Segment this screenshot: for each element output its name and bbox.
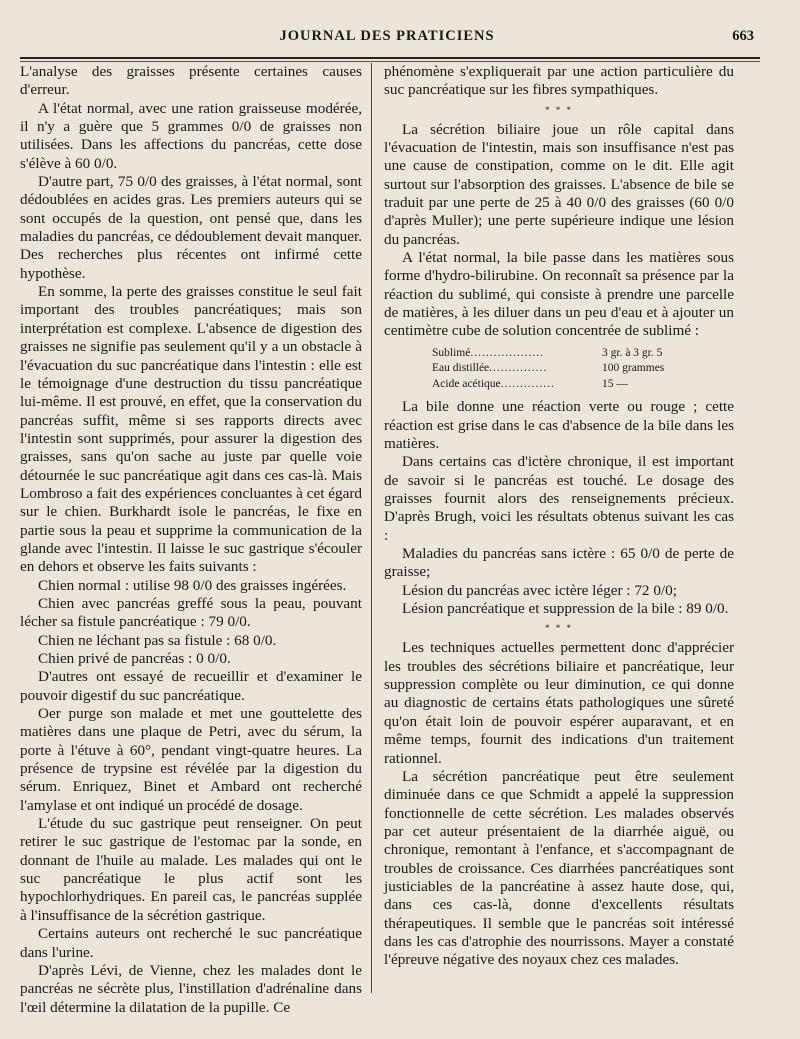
- formula-row: [432, 361, 664, 377]
- paragraph: Chien privé de pancréas : 0 0/0.: [38, 650, 231, 667]
- paragraph: Chien avec pancréas greffé sous la peau, pouvant lécher sa fistule pancréatique : 79 0/0.: [20, 594, 362, 631]
- paragraph: A l'état normal, avec une ration graisseuse modérée, il n'y a guère que 5 grammes 0/0 de graisses non utilisées. Dans les affections du pancréas, cette dose s'élève à 60 0/0.: [20, 99, 362, 172]
- paragraph: D'après Lévi, de Vienne, chez les malades dont le pancréas ne sécrète plus, l'instillation d'adrénaline dans l'œil détermine la dilatation de la pupille. Ce: [20, 961, 362, 1016]
- formula-ingredient: Eau distillée: [432, 362, 490, 375]
- formula-leader-dots: ..............: [500, 377, 555, 390]
- paragraph: phénomène s'expliquerait par une action particulière du suc pancréatique sur les fibres sympathiques.: [384, 63, 734, 99]
- left-column: [20, 63, 362, 1017]
- header-rule: [20, 57, 760, 62]
- paragraph: Oer purge son malade et met une gouttelette des matières dans une plaque de Petri, avec du sérum, la porte à l'étuve à 60°, pendant vingt-quatre heures. La présence de trypsine est révélée par la digestion du sérum. Enriquez, Binet et Ambard ont recherché l'amylase et ont indiqué un procédé de dosage.: [20, 705, 362, 814]
- page-header: [20, 28, 754, 52]
- journal-title: JOURNAL DES PRATICIENS: [279, 28, 495, 44]
- formula-leader-dots: ...................: [470, 346, 544, 359]
- paragraph: Lésion pancréatique et suppression de la bile : 89 0/0.: [402, 600, 729, 618]
- paragraph: Dans certains cas d'ictère chronique, il est important de savoir si le pancréas est touché. Le dosage des graisses fournit alors des renseignements précieux. D'après Brugh, voici les résultats obtenus suivant les cas :: [384, 453, 734, 544]
- formula-quantity: 15 —: [602, 377, 628, 390]
- paragraph: La sécrétion biliaire joue un rôle capital dans l'évacuation de l'intestin, mais son insuffisance n'est pas une cause de constipation, comme on le dit. Elle agit surtout sur l'absorption des graisses. L'absence de bile se traduit par une perte de 25 à 40 0/0 des graisses (60 0/0 d'après Muller); une perte supérieure indique une lésion du pancréas.: [384, 120, 734, 248]
- paragraph: En somme, la perte des graisses constitue le seul fait important des troubles pancréatiques; mais son interprétation est complexe. L'absence de digestion des graisses ne signifie pas seulement qu'il y a un obstacle à l'évacuation du suc pancréatique dans l'intestin : elle est le témoignage d'une destruction du tissu pancréatique lui-même. Il est prouvé, en effet, que la conservation du pancréas suffit, même si ses rapports directs avec l'intestin sont supprimés, pour assurer la digestion des graisses, sans qu'on sache au juste par quelle voie détournée le suc pancréatique agit dans ces cas-là. Mais Lombroso a fait des expériences concluantes à cet égard sur le chien. Burkhardt isole le pancréas, le fixe en partie sous la peau et supprime la communication de la glande avec l'intestin. Il laisse le suc gastrique s'écouler en dehors et observe les faits suivants :: [20, 283, 362, 576]
- paragraph: A l'état normal, la bile passe dans les matières sous forme d'hydro-bilirubine. On reconnaît sa présence par la réaction du sublimé, qui consiste à prendre une parcelle de matières, à les diluer dans un peu d'eau et à ajouter un centimètre cube de solution concentrée de sublimé :: [384, 249, 734, 340]
- section-separator: * * *: [545, 623, 573, 634]
- column-divider: [371, 63, 372, 993]
- paragraph: La sécrétion pancréatique peut être seulement diminuée dans ce que Schmidt a appelé la suppression fonctionnelle de cette sécrétion. Les malades observés par cet auteur présentaient de la diarrhée aiguë, ou chronique, remontant à l'enfance, et s'accompagnant de troubles de croissance. Ces diarrhées pancréatiques sont justiciables de la pancréatine à assez haute dose, qui, dans ces cas-là, donne d'excellents résultats thérapeutiques. Il semble que le pancréas soit intéressé dans les cas d'atrophie des nourrissons. Mayer a constaté l'épreuve négative des noyaux chez ces malades.: [384, 767, 734, 969]
- formula-row: [432, 377, 664, 393]
- formula-leader-dots: ...............: [489, 362, 548, 375]
- formula-quantity: 3 gr. à 3 gr. 5: [602, 346, 663, 359]
- paragraph: Les techniques actuelles permettent donc d'apprécier les troubles des sécrétions biliaire et pancréatique, leur suppression complète ou leur diminution, ce qui donne au diagnostic de certains états pathologiques une sûreté qu'on était loin de pouvoir espérer auparavant, et en même temps, fournit des indications d'un traitement rationnel.: [384, 639, 734, 767]
- formula-ingredient: Acide acétique: [432, 377, 501, 390]
- paragraph: Chien normal : utilise 98 0/0 des graisses ingérées.: [38, 576, 347, 594]
- paragraph: Lésion du pancréas avec ictère léger : 72 0/0;: [402, 581, 677, 599]
- right-column: [384, 63, 734, 970]
- paragraph: L'étude du suc gastrique peut renseigner. On peut retirer le suc gastrique de l'estomac par la sonde, en donnant de l'huile au malade. Les malades qui ont le suc pancréatique le plus actif sont les hypochlorhydriques. En pareil cas, le pancréas supplée à l'insuffisance de la sécrétion gastrique.: [20, 815, 362, 924]
- formula-row: [432, 346, 664, 362]
- paragraph: D'autres ont essayé de recueillir et d'examiner le pouvoir digestif du suc pancréatique.: [20, 668, 362, 704]
- paragraph: Chien ne léchant pas sa fistule : 68 0/0.: [38, 631, 277, 649]
- formula-quantity: 100 grammes: [602, 362, 665, 375]
- section-separator: * * *: [545, 104, 573, 115]
- page-number: 663: [732, 28, 754, 44]
- formula-ingredient: Sublimé: [432, 346, 471, 359]
- paragraph: D'autre part, 75 0/0 des graisses, à l'état normal, sont dédoublées en acides gras. Les premiers auteurs qui se sont occupés de la question, ont pensé que, dans les maladies du pancréas, ce dédoublement devait manquer. Des recherches plus récentes ont infirmé cette hypothèse.: [20, 173, 362, 282]
- paragraph: L'analyse des graisses présente certaines causes d'erreur.: [20, 63, 362, 99]
- paragraph: Certains auteurs ont recherché le suc pancréatique dans l'urine.: [20, 925, 362, 961]
- reagent-formula: [432, 346, 664, 393]
- paragraph: Maladies du pancréas sans ictère : 65 0/0 de perte de graisse;: [384, 545, 734, 581]
- paragraph: La bile donne une réaction verte ou rouge ; cette réaction est grise dans le cas d'absence de la bile dans les matières.: [384, 398, 734, 452]
